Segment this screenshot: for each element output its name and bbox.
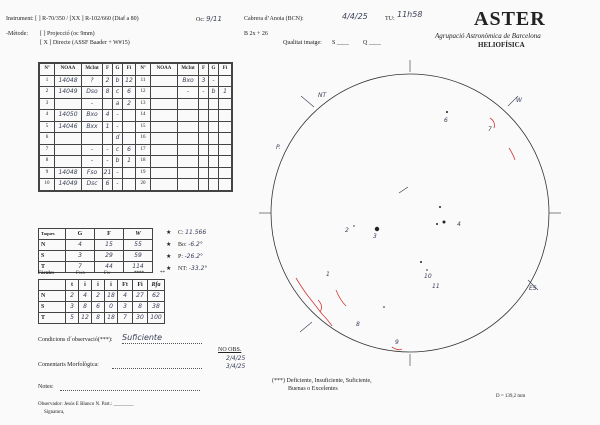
no-obs-date-2: 3/4/25 — [226, 363, 246, 370]
disk-number-7: 7 — [488, 126, 492, 133]
groups-cell-f: 21 — [103, 167, 113, 179]
solar-disk — [259, 60, 561, 366]
rotation-axis-bottom — [300, 322, 312, 332]
groups-cell-g: c — [113, 144, 123, 156]
instrument-options: [ ] R-70/350 / [XX ] R-102/660 (Diaf a 80) — [35, 16, 139, 22]
spot-5b — [436, 223, 438, 225]
faculae-cell: 6 — [92, 302, 105, 313]
groups-cell-n: 11 — [136, 75, 151, 87]
counts-label-n: N — [39, 240, 66, 251]
spot-5 — [443, 221, 446, 224]
location-label: Cabrera d’Anoia (BCN): — [244, 16, 304, 22]
header-noaa-2: NOAA — [151, 64, 178, 76]
faculae — [296, 118, 515, 350]
counts-label-s: S — [39, 251, 66, 262]
faculae-sub-i3: i — [105, 280, 118, 291]
facula-sw-3 — [336, 290, 346, 306]
groups-cell-n: 4 — [40, 110, 55, 122]
counts-s-f: 29 — [95, 251, 124, 262]
header-n-2: Nº — [136, 64, 151, 76]
groups-cell-n: 13 — [136, 98, 151, 110]
groups-cell-f: - — [199, 87, 209, 99]
groups-cell-n: 18 — [136, 156, 151, 168]
header-f-2: F — [199, 64, 209, 76]
faculae-sub-i1: i — [79, 280, 92, 291]
tu-label: TU: — [385, 16, 395, 22]
groups-cell-fi: 1 — [219, 87, 232, 99]
counts-header-g: G — [66, 229, 95, 240]
faculae-cell: 100 — [148, 313, 165, 324]
disk-label-e: ES — [529, 285, 537, 292]
disk-label-n: NT — [318, 92, 327, 99]
faculae-row-label: T — [39, 313, 66, 324]
groups-cell-mcint: - — [178, 87, 199, 99]
counts-s-g: 3 — [66, 251, 95, 262]
faculae-cell: 0 — [105, 302, 118, 313]
projeccio-option: [ ] Projecció (oc 9mm) — [40, 31, 95, 37]
groups-cell-n: 12 — [136, 87, 151, 99]
counts-n-w: 55 — [124, 240, 153, 251]
groups-cell-fi: 2 — [123, 98, 136, 110]
groups-cell-n: 7 — [40, 144, 55, 156]
counts-t-f: 44 — [95, 262, 124, 273]
groups-cell-n: 10 — [40, 179, 55, 191]
faculae-cell: 12 — [79, 313, 92, 324]
counts-header-taques: Taques — [39, 229, 66, 240]
facula-sw — [296, 278, 332, 326]
groups-cell-n: 14 — [136, 110, 151, 122]
header-fi-2: Fi — [219, 64, 232, 76]
brand-subtitle: Agrupació Astronòmica de Barcelona — [435, 32, 541, 40]
groups-cell-n: 17 — [136, 144, 151, 156]
oc-value: 9/11 — [206, 15, 222, 23]
groups-cell-f: 4 — [103, 110, 113, 122]
counts-header-w: W — [124, 229, 153, 240]
ephemeris-row-p: ★ P: -26.2° — [166, 253, 204, 260]
no-obs-label: NO OBS. — [218, 347, 242, 353]
faculae-cell: 3 — [66, 302, 79, 313]
faculae-sub-ft: Ft — [118, 280, 133, 291]
faculae-sub-fi: Fi — [133, 280, 148, 291]
observer-name: Jesús E Blanco — [63, 402, 95, 407]
ephemeris-value-nt: -33.2° — [188, 265, 208, 272]
counts-s-w: 59 — [124, 251, 153, 262]
faculae-cell: 7 — [118, 313, 133, 324]
groups-cell-f: 3 — [199, 75, 209, 87]
disk-number-1: 1 — [326, 271, 330, 278]
groups-cell-f: 6 — [103, 179, 113, 191]
groups-cell-mcint: Bxx — [82, 121, 103, 133]
groups-cell-g: b — [209, 87, 219, 99]
groups-cell-noaa: 14049 — [55, 87, 82, 99]
disk-number-6: 6 — [444, 117, 448, 124]
header-f: F — [103, 64, 113, 76]
faculae-stars4: **** — [134, 271, 144, 276]
counts-n-f: 15 — [95, 240, 124, 251]
groups-cell-f: 1 — [103, 121, 113, 133]
spot-10 — [420, 261, 422, 263]
ephemeris-label-bo: Bo: — [178, 242, 187, 248]
ephemeris-label-nt: NT: — [178, 266, 188, 272]
header-noaa: NOAA — [55, 64, 82, 76]
faculae-fw: Fw — [104, 271, 111, 276]
groups-cell-n: 16 — [136, 133, 151, 145]
disk-number-3: 3 — [373, 233, 377, 240]
ephemeris-value-p: -26.2° — [184, 253, 204, 260]
groups-cell-fi: 12 — [123, 75, 136, 87]
groups-cell-mcint: - — [82, 156, 103, 168]
notes-label: Notes: — [38, 384, 54, 390]
faculae-row-label: N — [39, 291, 66, 302]
spot-4 — [439, 206, 441, 208]
groups-cell-f: 2 — [103, 75, 113, 87]
faculae-cell: 62 — [148, 291, 165, 302]
morfologica-label: Comentaris Morfològica: — [38, 362, 99, 368]
condicions-value: Suficiente — [122, 333, 162, 342]
groups-cell-g: - — [113, 179, 123, 191]
groups-cell-g: - — [113, 110, 123, 122]
spot-11 — [426, 269, 428, 271]
counts-n-g: 4 — [66, 240, 95, 251]
barlow-value: B 2x + 26 — [244, 31, 268, 37]
legend-line-2: Buenas o Excelentes — [288, 386, 338, 392]
faculae-fwo: Fwo — [76, 271, 85, 276]
metode-label: -Mètode: — [6, 31, 28, 37]
groups-cell-g: d — [113, 133, 123, 145]
instrument-label: Instrument: — [6, 16, 34, 22]
groups-cell-n: 1 — [40, 75, 55, 87]
legend-line-1: (***) Deficiente, Insuficiente, Suficiente, — [272, 378, 372, 384]
brand-section: HELIOFÍSICA — [478, 41, 525, 49]
faculae-cell: 4 — [118, 291, 133, 302]
qualitat-q: Q ____ — [363, 40, 381, 46]
groups-cell-g: b — [113, 156, 123, 168]
groups-cell-n: 5 — [40, 121, 55, 133]
disk-label-w: W — [516, 97, 522, 104]
disk-number-10: 10 — [424, 273, 432, 280]
faculae-cell: 4 — [79, 291, 92, 302]
observer-label: Observador: — [38, 402, 63, 407]
ephemeris-value-bo: -6.2° — [188, 241, 203, 248]
faculae-cell: 2 — [66, 291, 79, 302]
ephemeris-label-c: C: — [178, 230, 184, 236]
groups-cell-n: 19 — [136, 167, 151, 179]
oc-label: Oc: — [196, 17, 205, 23]
groups-cell-mcint: Dsc — [82, 179, 103, 191]
groups-cell-f: - — [103, 156, 113, 168]
groups-cell-noaa: 14048 — [55, 167, 82, 179]
header-mcint-2: McInt — [178, 64, 199, 76]
ephemeris-row-bo: ★ Bo: -6.2° — [166, 241, 203, 248]
groups-cell-g: - — [209, 75, 219, 87]
facula-s — [392, 347, 402, 350]
spot-2 — [353, 225, 354, 226]
spot-3 — [375, 227, 379, 231]
solar-disk-outline — [271, 74, 549, 352]
facula-sw-2 — [318, 300, 322, 312]
counts-label-t: T — [39, 262, 66, 273]
condicions-label: Condicions d´observació(***): — [38, 337, 113, 343]
signature-label: Signatura, — [44, 410, 65, 415]
groups-cell-mcint: Bxo — [178, 75, 199, 87]
disk-number-8: 8 — [356, 321, 360, 328]
header-g: G — [113, 64, 123, 76]
no-obs-date-1: 2/4/25 — [226, 355, 246, 362]
groups-cell-noaa: 14048 — [55, 75, 82, 87]
disk-number-2: 2 — [345, 227, 349, 234]
faculae-cell: 8 — [133, 302, 148, 313]
groups-cell-n: 8 — [40, 156, 55, 168]
groups-cell-n: 6 — [40, 133, 55, 145]
ephemeris-row-nt: ★ NT: -33.2° — [166, 265, 208, 272]
faculae-cell: 2 — [92, 291, 105, 302]
groups-cell-n: 15 — [136, 121, 151, 133]
faculae-cell: 8 — [92, 313, 105, 324]
faculae-sub-i2: i — [92, 280, 105, 291]
groups-cell-fi: 6 — [123, 87, 136, 99]
groups-cell-mcint: Dso — [82, 87, 103, 99]
axis-mark — [399, 187, 408, 193]
groups-cell-mcint: - — [82, 98, 103, 110]
faculae-cell: 18 — [105, 313, 118, 324]
groups-cell-noaa: 14049 — [55, 179, 82, 191]
groups-cell-n: 2 — [40, 87, 55, 99]
spot-12 — [383, 306, 385, 308]
spot-6 — [446, 111, 448, 113]
groups-cell-fi: 1 — [123, 156, 136, 168]
brand-title: ASTER — [474, 8, 546, 30]
header-mcint: McInt — [82, 64, 103, 76]
disk-labels — [276, 92, 537, 346]
groups-cell-fi: 6 — [123, 144, 136, 156]
faculae-title: Fàcules — [38, 271, 55, 276]
header-g-2: G — [209, 64, 219, 76]
faculae-row-label: S — [39, 302, 66, 313]
groups-cell-mcint: ? — [82, 75, 103, 87]
qualitat-s: S ____ — [332, 40, 349, 46]
disk-number-11: 11 — [432, 283, 440, 290]
faculae-cell: 27 — [133, 291, 148, 302]
groups-cell-noaa: 14046 — [55, 121, 82, 133]
counts-t-g: 7 — [66, 262, 95, 273]
qualitat-label: Qualitat imatge: — [283, 40, 322, 46]
groups-cell-mcint: - — [82, 144, 103, 156]
groups-cell-g: - — [113, 167, 123, 179]
faculae-sub-rfa: Rfa — [148, 280, 165, 291]
faculae-stars2: ** — [160, 271, 165, 276]
directe-option: [ X ] Directe (ASSF Baader + W#15) — [40, 40, 130, 46]
rotation-axis-top — [301, 96, 314, 107]
groups-cell-n: 20 — [136, 179, 151, 191]
counts-t-w: 114 — [124, 262, 153, 273]
groups-cell-mcint: Bxo — [82, 110, 103, 122]
groups-cell-g: b — [113, 75, 123, 87]
groups-cell-n: 3 — [40, 98, 55, 110]
date-value: 4/4/25 — [342, 12, 368, 21]
sunspots — [353, 111, 448, 308]
groups-cell-f: - — [103, 144, 113, 156]
counts-header-f: F — [95, 229, 124, 240]
faculae-cell: 5 — [66, 313, 79, 324]
groups-cell-noaa: 14050 — [55, 110, 82, 122]
ephemeris-row-c: ★ C: 11.566 — [166, 229, 207, 236]
disk-number-4: 4 — [457, 221, 461, 228]
diameter-label: D = 139,2 mm — [496, 394, 526, 399]
groups-cell-mcint: Fso — [82, 167, 103, 179]
disk-label-p: P. — [276, 144, 281, 151]
faculae-sub-t: t — [66, 280, 79, 291]
groups-cell-g: - — [113, 121, 123, 133]
faculae-cell: 3 — [118, 302, 133, 313]
disk-number-9: 9 — [395, 339, 399, 346]
ephemeris-label-p: P: — [178, 254, 184, 260]
tu-value: 11h58 — [397, 10, 423, 19]
groups-cell-n: 9 — [40, 167, 55, 179]
header-n: Nº — [40, 64, 55, 76]
groups-cell-f: 8 — [103, 87, 113, 99]
faculae-cell: 30 — [133, 313, 148, 324]
observer-npart: N. Part.: ________ — [95, 402, 134, 407]
ephemeris-value-c: 11.566 — [185, 229, 207, 236]
faculae-cell: 8 — [79, 302, 92, 313]
facula-w — [509, 148, 515, 160]
groups-cell-g: a — [113, 98, 123, 110]
faculae-cell: 38 — [148, 302, 165, 313]
faculae-cell: 18 — [105, 291, 118, 302]
groups-cell-g: c — [113, 87, 123, 99]
header-fi: Fi — [123, 64, 136, 76]
